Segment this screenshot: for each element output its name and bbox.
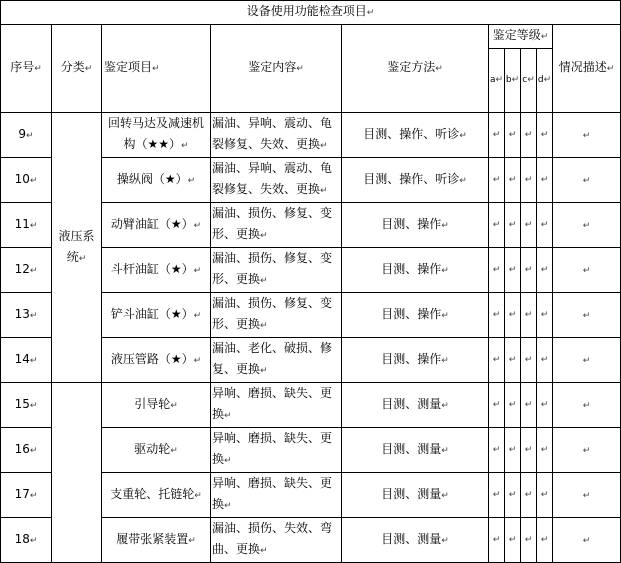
para-mark: ↵ bbox=[540, 219, 549, 230]
grade-c-cell[interactable] bbox=[521, 473, 537, 518]
grade-b-cell[interactable] bbox=[505, 158, 521, 203]
para-mark: ↵ bbox=[435, 64, 443, 74]
para-mark: ↵ bbox=[492, 129, 501, 140]
grade-c-cell[interactable] bbox=[521, 293, 537, 338]
method-value: 目测、操作、听诊 bbox=[363, 171, 460, 186]
para-mark: ↵ bbox=[511, 75, 520, 85]
para-mark: ↵ bbox=[524, 534, 533, 545]
para-mark: ↵ bbox=[29, 265, 38, 276]
content-value: 漏油、损伤、修复、变形、更换 bbox=[212, 296, 333, 331]
para-mark: ↵ bbox=[540, 399, 549, 410]
grade-b-cell[interactable] bbox=[505, 113, 521, 158]
method-cell bbox=[342, 248, 489, 293]
para-mark: ↵ bbox=[524, 264, 533, 275]
seq-cell bbox=[1, 248, 52, 293]
grade-d-cell[interactable] bbox=[537, 518, 553, 563]
header-method bbox=[342, 25, 489, 113]
seq-value: 11 bbox=[14, 216, 30, 231]
para-mark: ↵ bbox=[29, 535, 38, 546]
desc-cell[interactable] bbox=[553, 518, 621, 563]
para-mark: ↵ bbox=[441, 310, 449, 321]
para-mark: ↵ bbox=[582, 310, 591, 321]
item-value: 回转马达及减速机构（★★） bbox=[107, 116, 204, 151]
content-cell bbox=[211, 113, 342, 158]
desc-cell[interactable] bbox=[553, 203, 621, 248]
header-method-label: 鉴定方法 bbox=[387, 60, 436, 74]
para-mark: ↵ bbox=[29, 175, 38, 186]
item-cell bbox=[102, 203, 211, 248]
seq-value: 9 bbox=[18, 126, 27, 141]
method-cell bbox=[342, 158, 489, 203]
item-cell bbox=[102, 383, 211, 428]
header-grade-a bbox=[489, 49, 505, 113]
method-value: 目测、测量 bbox=[381, 441, 442, 456]
para-mark: ↵ bbox=[540, 489, 549, 500]
para-mark: ↵ bbox=[29, 220, 38, 231]
para-mark: ↵ bbox=[524, 444, 533, 455]
content-cell bbox=[211, 383, 342, 428]
content-cell bbox=[211, 158, 342, 203]
grade-d-label: d bbox=[537, 75, 544, 85]
grade-c-cell[interactable] bbox=[521, 203, 537, 248]
para-mark: ↵ bbox=[582, 535, 591, 546]
para-mark: ↵ bbox=[180, 141, 189, 151]
para-mark: ↵ bbox=[441, 220, 449, 231]
para-mark: ↵ bbox=[492, 309, 501, 320]
grade-a-cell[interactable] bbox=[489, 248, 505, 293]
content-value: 漏油、损伤、修复、变形、更换 bbox=[212, 206, 333, 241]
para-mark: ↵ bbox=[193, 355, 202, 366]
para-mark: ↵ bbox=[508, 354, 517, 365]
item-value: 操纵阀（★） bbox=[116, 171, 188, 186]
seq-cell bbox=[1, 473, 52, 518]
desc-cell[interactable] bbox=[553, 338, 621, 383]
grade-c-cell[interactable] bbox=[521, 518, 537, 563]
grade-a-label: a bbox=[489, 75, 496, 85]
desc-cell[interactable] bbox=[553, 293, 621, 338]
grade-b-cell[interactable] bbox=[505, 383, 521, 428]
para-mark: ↵ bbox=[540, 32, 549, 42]
grade-c-cell[interactable] bbox=[521, 248, 537, 293]
para-mark: ↵ bbox=[29, 490, 38, 501]
para-mark: ↵ bbox=[320, 141, 328, 151]
item-value: 支重轮、托链轮 bbox=[110, 486, 195, 501]
para-mark: ↵ bbox=[524, 309, 533, 320]
para-mark: ↵ bbox=[524, 174, 533, 185]
para-mark: ↵ bbox=[441, 445, 449, 456]
para-mark: ↵ bbox=[29, 355, 38, 366]
para-mark: ↵ bbox=[540, 129, 549, 140]
item-value: 引导轮 bbox=[134, 396, 171, 411]
header-grade bbox=[489, 25, 553, 49]
item-cell bbox=[102, 158, 211, 203]
grade-a-cell[interactable] bbox=[489, 518, 505, 563]
item-cell bbox=[102, 248, 211, 293]
seq-value: 13 bbox=[14, 306, 30, 321]
method-value: 目测、操作 bbox=[381, 351, 442, 366]
para-mark: ↵ bbox=[540, 264, 549, 275]
para-mark: ↵ bbox=[508, 174, 517, 185]
header-grade-c bbox=[521, 49, 537, 113]
header-grade-label: 鉴定等级 bbox=[492, 28, 541, 42]
para-mark: ↵ bbox=[495, 75, 504, 85]
para-mark: ↵ bbox=[524, 354, 533, 365]
grade-d-cell[interactable] bbox=[537, 383, 553, 428]
method-cell bbox=[342, 113, 489, 158]
grade-c-cell[interactable] bbox=[521, 158, 537, 203]
item-cell bbox=[102, 113, 211, 158]
content-cell bbox=[211, 293, 342, 338]
method-cell bbox=[342, 473, 489, 518]
grade-c-cell[interactable] bbox=[521, 338, 537, 383]
para-mark: ↵ bbox=[224, 411, 232, 421]
header-category-label: 分类 bbox=[60, 60, 85, 74]
seq-cell bbox=[1, 518, 52, 563]
content-cell bbox=[211, 338, 342, 383]
para-mark: ↵ bbox=[84, 64, 93, 74]
content-value: 漏油、老化、破损、修复、更换 bbox=[212, 341, 333, 376]
para-mark: ↵ bbox=[260, 546, 268, 556]
para-mark: ↵ bbox=[524, 399, 533, 410]
content-value: 异响、磨损、缺失、更换 bbox=[212, 476, 333, 511]
item-value: 履带张紧装置 bbox=[116, 531, 189, 546]
para-mark: ↵ bbox=[29, 445, 38, 456]
grade-b-cell[interactable] bbox=[505, 248, 521, 293]
grade-a-cell[interactable] bbox=[489, 203, 505, 248]
para-mark: ↵ bbox=[508, 399, 517, 410]
para-mark: ↵ bbox=[508, 219, 517, 230]
content-cell bbox=[211, 203, 342, 248]
seq-value: 15 bbox=[14, 396, 30, 411]
para-mark: ↵ bbox=[170, 400, 178, 411]
grade-a-cell[interactable] bbox=[489, 428, 505, 473]
content-value: 漏油、异响、震动、龟裂修复、失效、更换 bbox=[212, 161, 333, 196]
grade-d-cell[interactable] bbox=[537, 248, 553, 293]
method-value: 目测、测量 bbox=[381, 531, 442, 546]
content-value: 漏油、异响、震动、龟裂修复、失效、更换 bbox=[212, 116, 333, 151]
desc-cell[interactable] bbox=[553, 383, 621, 428]
grade-a-cell[interactable] bbox=[489, 293, 505, 338]
item-cell bbox=[102, 518, 211, 563]
para-mark: ↵ bbox=[459, 175, 467, 186]
para-mark: ↵ bbox=[29, 400, 38, 411]
para-mark: ↵ bbox=[582, 400, 591, 411]
seq-value: 16 bbox=[14, 441, 30, 456]
category-cell bbox=[52, 113, 102, 383]
grade-d-cell[interactable] bbox=[537, 293, 553, 338]
para-mark: ↵ bbox=[34, 64, 42, 74]
grade-a-cell[interactable] bbox=[489, 473, 505, 518]
para-mark: ↵ bbox=[170, 445, 178, 456]
content-cell bbox=[211, 473, 342, 518]
para-mark: ↵ bbox=[193, 310, 202, 321]
para-mark: ↵ bbox=[524, 489, 533, 500]
header-item-label: 鉴定项目 bbox=[104, 60, 153, 74]
header-category bbox=[52, 25, 102, 113]
content-value: 漏油、损伤、失效、弯曲、更换 bbox=[212, 521, 333, 556]
seq-value: 14 bbox=[14, 351, 30, 366]
grade-d-cell[interactable] bbox=[537, 428, 553, 473]
para-mark: ↵ bbox=[508, 129, 517, 140]
method-cell bbox=[342, 383, 489, 428]
para-mark: ↵ bbox=[582, 220, 591, 231]
method-value: 目测、操作 bbox=[381, 261, 442, 276]
grade-c-cell[interactable] bbox=[521, 428, 537, 473]
category-cell-empty bbox=[52, 383, 102, 563]
header-grade-b bbox=[505, 49, 521, 113]
para-mark: ↵ bbox=[582, 175, 591, 186]
para-mark: ↵ bbox=[224, 501, 232, 511]
method-cell bbox=[342, 338, 489, 383]
grade-d-cell[interactable] bbox=[537, 113, 553, 158]
desc-cell[interactable] bbox=[553, 158, 621, 203]
para-mark: ↵ bbox=[527, 75, 535, 85]
para-mark: ↵ bbox=[260, 231, 268, 241]
header-content-label: 鉴定内容 bbox=[248, 60, 297, 74]
header-desc-label: 情况描述 bbox=[558, 60, 607, 74]
seq-cell bbox=[1, 203, 52, 248]
para-mark: ↵ bbox=[26, 130, 34, 141]
desc-cell[interactable] bbox=[553, 113, 621, 158]
method-cell bbox=[342, 428, 489, 473]
para-mark: ↵ bbox=[441, 265, 449, 276]
grade-d-cell[interactable] bbox=[537, 473, 553, 518]
para-mark: ↵ bbox=[492, 399, 501, 410]
para-mark: ↵ bbox=[582, 490, 591, 501]
table-title bbox=[1, 1, 621, 25]
para-mark: ↵ bbox=[582, 355, 591, 366]
item-value: 驱动轮 bbox=[134, 441, 171, 456]
para-mark: ↵ bbox=[540, 309, 549, 320]
para-mark: ↵ bbox=[366, 8, 375, 18]
seq-value: 10 bbox=[14, 171, 30, 186]
header-desc bbox=[553, 25, 621, 113]
content-value: 异响、磨损、缺失、更换 bbox=[212, 386, 333, 421]
para-mark: ↵ bbox=[320, 186, 328, 196]
grade-c-label: c bbox=[522, 75, 528, 85]
para-mark: ↵ bbox=[508, 264, 517, 275]
para-mark: ↵ bbox=[492, 489, 501, 500]
para-mark: ↵ bbox=[508, 309, 517, 320]
seq-cell bbox=[1, 293, 52, 338]
grade-a-cell[interactable] bbox=[489, 158, 505, 203]
method-value: 目测、测量 bbox=[381, 396, 442, 411]
para-mark: ↵ bbox=[524, 219, 533, 230]
category-value: 液压系统 bbox=[58, 228, 95, 264]
content-cell bbox=[211, 518, 342, 563]
grade-b-label: b bbox=[505, 75, 512, 85]
seq-cell bbox=[1, 113, 52, 158]
seq-cell bbox=[1, 428, 52, 473]
grade-c-cell[interactable] bbox=[521, 383, 537, 428]
grade-d-cell[interactable] bbox=[537, 203, 553, 248]
method-cell bbox=[342, 203, 489, 248]
para-mark: ↵ bbox=[152, 64, 160, 74]
method-cell bbox=[342, 518, 489, 563]
para-mark: ↵ bbox=[441, 400, 449, 411]
para-mark: ↵ bbox=[187, 175, 196, 186]
para-mark: ↵ bbox=[296, 64, 304, 74]
item-value: 液压管路（★） bbox=[110, 351, 194, 366]
grade-c-cell[interactable] bbox=[521, 113, 537, 158]
desc-cell[interactable] bbox=[553, 248, 621, 293]
seq-cell bbox=[1, 338, 52, 383]
method-value: 目测、操作 bbox=[381, 306, 442, 321]
para-mark: ↵ bbox=[441, 490, 449, 501]
para-mark: ↵ bbox=[582, 265, 591, 276]
para-mark: ↵ bbox=[224, 456, 232, 466]
para-mark: ↵ bbox=[260, 276, 268, 286]
para-mark: ↵ bbox=[508, 489, 517, 500]
para-mark: ↵ bbox=[543, 75, 552, 85]
grade-d-cell[interactable] bbox=[537, 338, 553, 383]
para-mark: ↵ bbox=[508, 444, 517, 455]
content-cell bbox=[211, 248, 342, 293]
para-mark: ↵ bbox=[492, 264, 501, 275]
item-cell bbox=[102, 338, 211, 383]
para-mark: ↵ bbox=[492, 354, 501, 365]
para-mark: ↵ bbox=[188, 535, 196, 546]
method-value: 目测、操作、听诊 bbox=[363, 126, 460, 141]
para-mark: ↵ bbox=[540, 174, 549, 185]
para-mark: ↵ bbox=[582, 130, 591, 141]
seq-cell bbox=[1, 158, 52, 203]
para-mark: ↵ bbox=[194, 490, 202, 501]
item-value: 动臂油缸（★） bbox=[110, 216, 194, 231]
para-mark: ↵ bbox=[459, 130, 467, 141]
table-row bbox=[1, 113, 621, 158]
method-cell bbox=[342, 293, 489, 338]
header-item bbox=[102, 25, 211, 113]
seq-value: 12 bbox=[14, 261, 30, 276]
grade-b-cell[interactable] bbox=[505, 473, 521, 518]
table-title-text: 设备使用功能检查项目 bbox=[246, 4, 367, 18]
para-mark: ↵ bbox=[540, 354, 549, 365]
desc-cell[interactable] bbox=[553, 428, 621, 473]
item-cell bbox=[102, 428, 211, 473]
header-grade-d bbox=[537, 49, 553, 113]
method-value: 目测、操作 bbox=[381, 216, 442, 231]
para-mark: ↵ bbox=[492, 444, 501, 455]
seq-value: 17 bbox=[14, 486, 30, 501]
para-mark: ↵ bbox=[606, 64, 615, 74]
grade-d-cell[interactable] bbox=[537, 158, 553, 203]
content-value: 漏油、损伤、修复、变形、更换 bbox=[212, 251, 333, 286]
item-value: 铲斗油缸（★） bbox=[110, 306, 194, 321]
para-mark: ↵ bbox=[492, 219, 501, 230]
grade-b-cell[interactable] bbox=[505, 518, 521, 563]
para-mark: ↵ bbox=[492, 534, 501, 545]
header-seq bbox=[1, 25, 52, 113]
para-mark: ↵ bbox=[540, 534, 549, 545]
para-mark: ↵ bbox=[260, 321, 268, 331]
grade-b-cell[interactable] bbox=[505, 293, 521, 338]
grade-a-cell[interactable] bbox=[489, 338, 505, 383]
para-mark: ↵ bbox=[78, 253, 87, 264]
seq-value: 18 bbox=[14, 531, 30, 546]
method-value: 目测、测量 bbox=[381, 486, 442, 501]
content-value: 异响、磨损、缺失、更换 bbox=[212, 431, 333, 466]
item-cell bbox=[102, 473, 211, 518]
para-mark: ↵ bbox=[29, 310, 38, 321]
desc-cell[interactable] bbox=[553, 473, 621, 518]
para-mark: ↵ bbox=[441, 355, 449, 366]
para-mark: ↵ bbox=[524, 129, 533, 140]
para-mark: ↵ bbox=[193, 220, 202, 231]
grade-b-cell[interactable] bbox=[505, 203, 521, 248]
item-cell bbox=[102, 293, 211, 338]
grade-a-cell[interactable] bbox=[489, 383, 505, 428]
para-mark: ↵ bbox=[260, 366, 268, 376]
para-mark: ↵ bbox=[540, 444, 549, 455]
seq-cell bbox=[1, 383, 52, 428]
para-mark: ↵ bbox=[508, 534, 517, 545]
item-value: 斗杆油缸（★） bbox=[110, 261, 194, 276]
para-mark: ↵ bbox=[582, 445, 591, 456]
para-mark: ↵ bbox=[193, 265, 202, 276]
para-mark: ↵ bbox=[492, 174, 501, 185]
header-seq-label: 序号 bbox=[10, 60, 35, 74]
content-cell bbox=[211, 428, 342, 473]
grade-b-cell[interactable] bbox=[505, 428, 521, 473]
header-content bbox=[211, 25, 342, 113]
table-row bbox=[1, 383, 621, 428]
para-mark: ↵ bbox=[441, 535, 449, 546]
grade-b-cell[interactable] bbox=[505, 338, 521, 383]
grade-a-cell[interactable] bbox=[489, 113, 505, 158]
